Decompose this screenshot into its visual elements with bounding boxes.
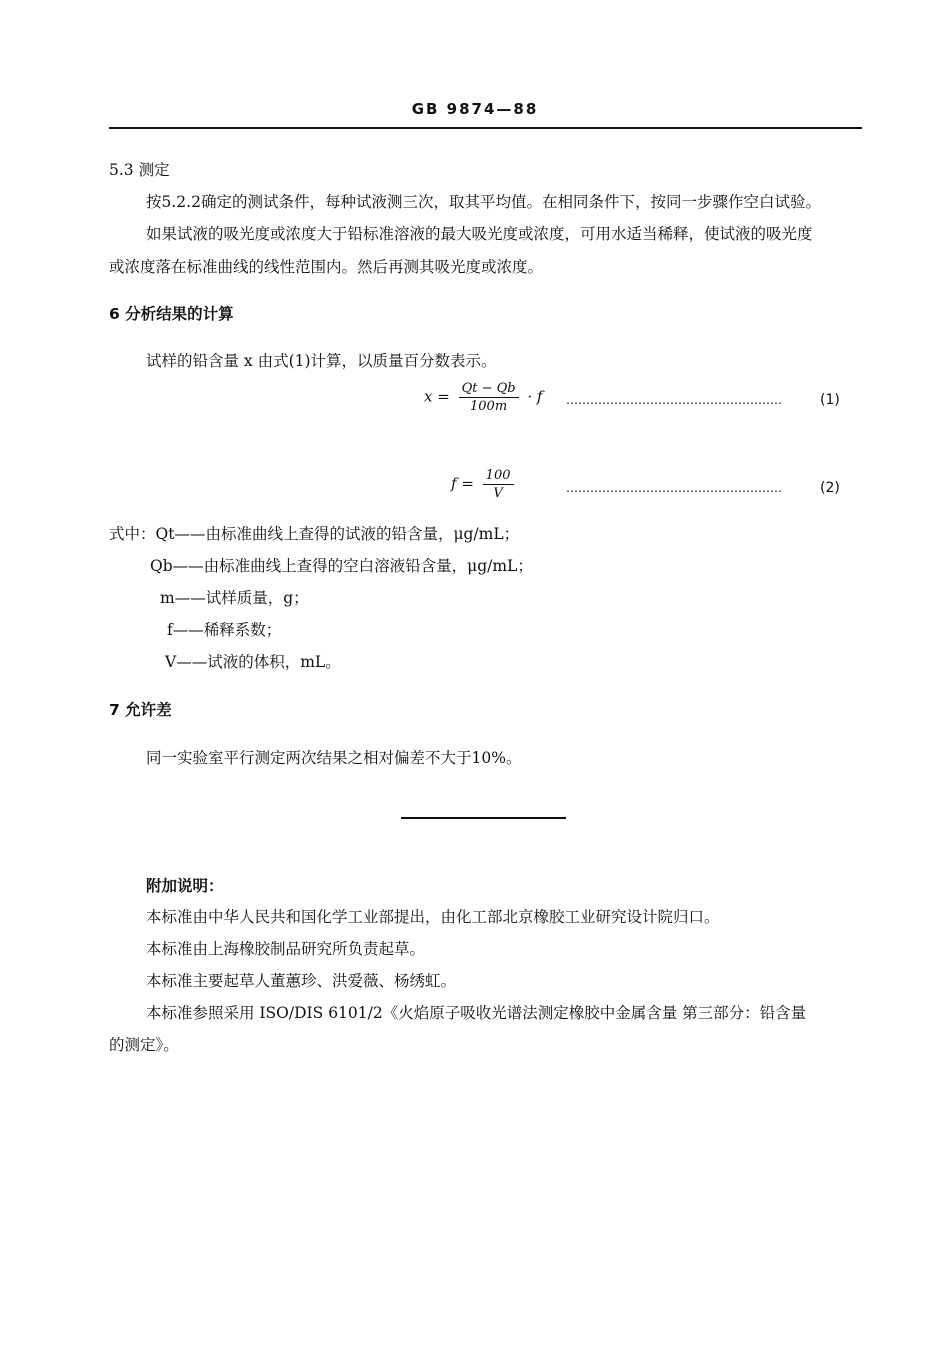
definition-row [109,522,519,544]
definition-row [165,650,341,672]
section-7-text: 同一实验室平行测定两次结果之相对偏差不大于10%。 [146,749,522,767]
equation-2-leader-dots: ……………………………………………… [566,481,782,495]
definition-symbol: 式中：Qt—— [109,525,206,543]
section-5-3-paragraph-2-line-2: 或浓度落在标准曲线的线性范围内。然后再测其吸光度或浓度。 [109,258,544,276]
definition-symbol: f—— [167,621,204,639]
definition-text: 试液的体积，mL。 [207,653,341,671]
appendix-line: 本标准由中华人民共和国化学工业部提出，由化工部北京橡胶工业研究设计院归口。 [146,908,720,926]
standard-code: GB 9874—88 [411,100,539,118]
definition-text: 试样质量，g； [205,589,309,607]
appendix-line: 本标准由上海橡胶制品研究所负责起草。 [146,940,426,958]
appendix-line: 本标准参照采用 ISO/DIS 6101/2《火焰原子吸收光谱法测定橡胶中金属含量 第三部分：铅含量 [146,1004,807,1022]
section-5-3-title: 5.3 测定 [109,161,170,179]
equation-2-lhs: f = [451,474,474,493]
equation-2-denominator: V [493,486,503,501]
section-6-intro: 试样的铅含量 x 由式(1)计算，以质量百分数表示。 [146,352,497,370]
definition-symbol: m—— [160,589,206,607]
header-rule [109,127,862,129]
equation-1 [424,381,542,414]
equation-1-denominator: 100m [470,399,508,414]
section-7-title: 7 允许差 [109,701,172,719]
definition-text: 由标准曲线上查得的试液的铅含量，μg/mL； [205,525,520,543]
equation-1-fraction [459,381,519,414]
definition-text: 由标准曲线上查得的空白溶液铅含量，μg/mL； [203,557,533,575]
equation-2-fraction [483,468,514,501]
definition-symbol: Qb—— [150,557,204,575]
equation-1-tail: · f [527,387,543,406]
definition-symbol: V—— [165,653,208,671]
definition-row [160,586,309,608]
section-6-title: 6 分析结果的计算 [109,305,234,323]
definition-row [167,618,281,640]
appendix-line: 的测定》。 [109,1036,179,1054]
appendix-line: 本标准主要起草人董蕙珍、洪爱薇、杨绣虹。 [146,972,457,990]
equation-1-numerator: Qt − Qb [459,381,519,398]
section-5-3-paragraph-2-line-1: 如果试液的吸光度或浓度大于铅标准溶液的最大吸光度或浓度，可用水适当稀释，使试液的吸光度 [146,225,813,243]
equation-1-number: (1) [820,392,840,408]
appendix-title: 附加说明： [146,877,224,895]
definition-text: 稀释系数； [203,621,282,639]
equation-2-number: (2) [820,480,840,496]
equation-1-leader-dots: ……………………………………………… [566,393,782,407]
equation-2 [451,468,518,501]
equation-2-numerator: 100 [483,468,514,485]
definition-row [150,554,533,576]
equation-1-lhs: x = [424,387,450,406]
section-5-3-paragraph-1: 按5.2.2确定的测试条件，每种试液测三次，取其平均值。在相同条件下，按同一步骤作空白试验。 [146,193,821,211]
end-rule [401,817,566,819]
